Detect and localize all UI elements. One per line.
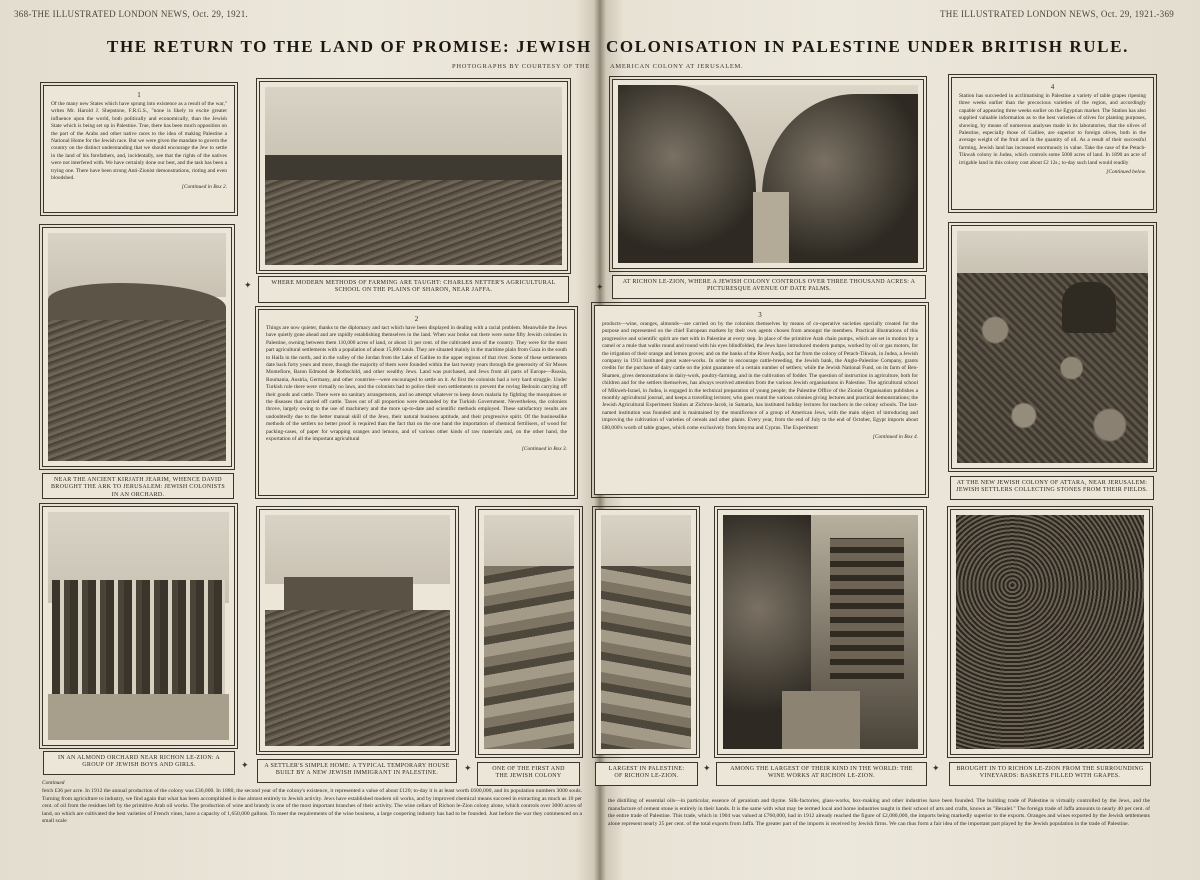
box-number: 4	[1050, 83, 1055, 91]
photo-credit-right: AMERICAN COLONY AT JERUSALEM.	[610, 63, 744, 70]
box-number: 2	[414, 315, 419, 323]
box-3-text: products—wine, oranges, almonds—are carried on by the colonists themselves by means of co-operative societies specially created for the purpose and represented on the chief European markets by their own agents chosen from amongst the members. Practical illustrations of this progressive and scientific spirit are met with in Palestine at every step. In place of the primitive Arab chain pumps, which are set in motion by a camel or a mule that walks round and round with his eyes blindfolded, the Jews have introduced modern pumps, worked by oil or gas motors, for the irrigation of their orange and lemon groves; and on the banks of the River Audja, not far from the colony of Petach-Tikwah, in Judea, a Jewish company in 1913 instituted great water-works. In order to encourage cattle-breeding, the Jewish bank, the Anglo-Palestine Company, grants credits for the purchase of dairy cattle on the joint guarantee of a certain number of settlers; while the Jewish National Fund, on its farm of Ben-Shamen, gives demonstrations in dairy-work, poultry-farming, and in the cultivation of fodder. The question of instruction in agriculture, both for children and for the settlers themselves, has always received attention from the various Jewish organisations in Palestine. The agricultural school of Mikweh-Israel, in Judea, is engaged in the technical preparation of young people; the Palestine Office of the Zionist Organisation publishes a monthly agricultural journal, and keeps a travelling lecturer, who goes round the various colonies giving lectures and practical demonstrations; the Jewish Agricultural Experiment Station at Zichron-Jacob, in Samaria, has instituted holiday lectures for teachers in the colony schools. The last-named institution was founded and is maintained by the munificence of a group of American Jews, with the main object of introducing and improving the cultivation of varieties of cereals and other plants. Every year, from the end of July to the end of October, Egypt imports about £80,000's worth of table grapes, which come exclusively from Smyrna and Cyprus. The Experiment	[602, 321, 918, 431]
bottom-text-right: the distilling of essential oils—in particular, essence of geranium and thyme. Silk-factories, glass-works, box-making and other industries have been founded. The building trade of Palestine is virtually controlled by the Jews, and the manufacture of cement stone is entirely in their hands. It is the same with what may be termed local and home industries taught in their school of arts and crafts, known as "Bezalel." The foreign trade of Jaffa amounts to nearly 40 per cent. of the entire trade of Palestine. This trade, which in 1904 was valued at £760,000, had in 1912 already reached the figure of £2,080,000, the imports being markedly superior to the exports. Oranges and wines exported by the Jewish settlements alone represent nearly 25 per cent. of the total exports from Jaffa. The greater part of the imports is received by Jewish firms. We can thus form a fair idea of the important part played by the Jewish population in the trade of Palestine.	[608, 798, 1150, 827]
photo-image	[956, 515, 1144, 749]
caption-colony-left-line2: THE JEWISH COLONY	[495, 773, 562, 780]
photo-credit-left: PHOTOGRAPHS BY COURTESY OF THE	[452, 63, 590, 70]
text-box-3	[594, 305, 926, 495]
photo-colony-right	[595, 509, 697, 755]
caption-almond-orchard: IN AN ALMOND ORCHARD NEAR RICHON LE-ZION: A GROUP OF JEWISH BOYS AND GIRLS.	[43, 751, 235, 775]
right-running-head: THE ILLUSTRATED LONDON NEWS, Oct. 29, 1921.-369	[940, 9, 1175, 19]
ornament-diamond: ✦	[244, 280, 252, 290]
photo-image	[957, 231, 1148, 463]
caption-colony-left-line1: ONE OF THE FIRST AND	[492, 766, 565, 772]
ornament-diamond: ✦	[464, 763, 472, 773]
left-running-head: 368-THE ILLUSTRATED LONDON NEWS, Oct. 29, 1921.	[14, 9, 249, 19]
box-number: 1	[137, 91, 141, 99]
photo-grape-baskets	[950, 509, 1150, 755]
box-number: 3	[758, 311, 762, 319]
photo-image	[265, 515, 450, 746]
text-box-2	[258, 309, 575, 496]
caption-attara-settlers: AT THE NEW JEWISH COLONY OF ATTARA, NEAR JERUSALEM: JEWISH SETTLERS COLLECTING STONES FROM THEIR FIELDS.	[950, 476, 1154, 500]
caption-colony-right-line2: OF RICHON LE-ZION.	[614, 773, 679, 780]
box-1-text: Of the many new States which have sprung into existence as a result of the war," writes Mr. Harold J. Shepstone, F.R.G.S., "none is likely to excite greater influence upon the world, both politically and economically, than the Jewish State which is being set up in Palestine. True, there has been much opposition on the part of the Arabs and other native races to the idea of making Palestine a National Home for the Jewish race. But we were given the mandate to govern the country on the distinct understanding that we should encourage the Jew to settle in the land of his forefathers, and, incidentally, see that the rights of the natives were not interfered with. We have certainly done our best, and the task has been a trying one. There have been strong Anti-Zionist demonstrations, rioting and even bloodshed.	[51, 101, 227, 182]
photo-image	[618, 85, 918, 263]
headline-right: COLONISATION IN PALESTINE UNDER BRITISH RULE.	[606, 37, 1129, 56]
box-2-continued: [Continued in Box 3.	[521, 445, 567, 452]
text-box-1	[43, 85, 235, 213]
photo-image	[484, 515, 574, 749]
box-3-continued: [Continued in Box 4.	[872, 434, 918, 441]
caption-kirjath-orchard: NEAR THE ANCIENT KIRJATH JEARIM, WHENCE DAVID BROUGHT THE ARK TO JERUSALEM: JEWISH COLONISTS IN AN ORCHARD.	[42, 473, 234, 499]
photo-kirjath-orchard	[42, 227, 232, 467]
photo-image	[48, 512, 229, 740]
photo-image	[601, 515, 691, 749]
ornament-diamond: ✦	[932, 763, 940, 773]
bottom-text-left: fetch £36 per acre. In 1912 the annual production of the colony was £36,000. In 1880, the second year of the colony's existence, it represented a value of about £120; to-day it is at least worth £600,000, and its population numbers 3000 souls. Turning from agriculture to industry, we find again that what has been accomplished is due almost entirely to Jewish activity. Jews have established modern oil works, and by improved chemical means succeed in extracting as much as 10 per cent. of oil from the residues left by the primitive Arab oil works. The production of wine and brandy is one of the most important branches of their activity. The wine cellars of Richon le-Zion colony alone, which controls over 3000 acres of land, on which are cultivated the best varieties of French vines, have a capacity of 1,650,000 gallons. To meet the requirements of the wine business, a large coopering industry has had to be founded. Just before the war they commenced on a small scale	[42, 788, 582, 825]
photo-date-palms	[612, 79, 924, 269]
box-4-text: Station has succeeded in acclimatising in Palestine a variety of table grapes ripening three weeks earlier than the precocious varieties of the region, and accordingly capable of appearing three weeks earlier on the Egyptian market. The Station has also supplied valuable information as to the best varieties of olives for planting purposes, showing, by means of numerous analyses made in its laboratories, that the olives of Palestine, especially those of Galilee, are superior to foreign olives, both in the average weight of the fruit and in the quantity of oil. As a result of their successful farming, Jewish land has increased enormously in value. Take the case of the Petach-Tikwah colony in Judea, which controls some 5000 acres of land. In 1890 an acre of irrigable land in this colony cost about £2 12s.; to-day such land would readily	[959, 93, 1146, 166]
caption-colony-left	[477, 762, 580, 786]
headline-left: THE RETURN TO THE LAND OF PROMISE: JEWISH	[107, 37, 592, 56]
photo-almond-orchard	[42, 506, 235, 746]
photo-wine-works	[717, 509, 924, 755]
photo-image	[723, 515, 918, 749]
photo-attara-settlers	[951, 225, 1154, 469]
photo-agricultural-school	[259, 81, 568, 271]
text-box-4	[951, 77, 1154, 210]
caption-wine-works: AMONG THE LARGEST OF THEIR KIND IN THE WORLD: THE WINE WORKS AT RICHON LE-ZION.	[716, 762, 927, 786]
caption-colony-right-line1: LARGEST IN PALESTINE:	[608, 766, 685, 772]
ornament-diamond: ✦	[241, 760, 249, 770]
photo-colony-left	[478, 509, 580, 755]
caption-agricultural-school: WHERE MODERN METHODS OF FARMING ARE TAUGHT: CHARLES NETTER'S AGRICULTURAL SCHOOL ON THE PLAINS OF SHARON, NEAR JAFFA.	[258, 276, 569, 303]
continued-label: Continued	[42, 780, 65, 786]
ornament-diamond: ✦	[596, 282, 604, 292]
ornament-diamond: ✦	[703, 763, 711, 773]
photo-image	[48, 233, 226, 461]
caption-colony-right	[595, 762, 698, 786]
caption-grape-baskets: BROUGHT IN TO RICHON LE-ZION FROM THE SURROUNDING VINEYARDS: BASKETS FILLED WITH GRAPES.	[949, 762, 1151, 786]
box-2-text: Things are now quieter, thanks to the diplomacy and tact which have been displayed in dealing with a racial problem. Meanwhile the Jews have quietly gone ahead and are rapidly establishing themselves in the land. When war broke out there were some fifty Jewish colonies in Palestine, owning between them 110,000 acres of land, or about 11 per cent. of the cultivated area of the country. They were for the most part agricultural settlements with a population of about 15,000 souls. They are situated mainly in the maritime plain from Gaza in the south to Haifa in the north, and in the valley of the Jordan from the Lake of Galilee to the upper regions of that river. Some of these settlements date back forty years and more, though the majority of them were founded within the last twenty years through the generosity of Sir Moses Montefiore, Baron Edmond de Rothschild, and other wealthy Jews. Land was purchased, and Jews from all parts of Europe—Russia, Roumania, Austria, Germany, and other countries—were encouraged to settle on it. At first the colonists had a very hard struggle. Under Turkish rule there were virtually no laws, and the colonists had to police their own settlements to prevent the roving Bedouin carrying off their goods and cattle. There were no sanitary arrangements, and no attempt whatever to keep down malaria by fighting the mosquitoes or the diseases that carried off cattle. Taxes out of all proportion were demanded by the Turkish Government. Nevertheless, the colonists throve, largely owing to the use of machinery and the more up-to-date and scientific methods employed. These satisfactory results are undoubtedly due to the better manual skill of the Jews, their natural business aptitude, and their progressive spirit. Of the businesslike methods of the settlers no better proof is required than the fact that on the one hand the importation of chemical fertilisers, of wood for packing-cases, of paper for wrapping oranges and lemons, and of various other kinds of raw materials and, on the other hand, the exportation of all the important agricultural	[266, 325, 567, 443]
box-4-continued: [Continued below.	[1106, 169, 1146, 176]
caption-date-palms: AT RICHON LE-ZION, WHERE A JEWISH COLONY CONTROLS OVER THREE THOUSAND ACRES: A PICTURESQUE AVENUE OF DATE PALMS.	[612, 275, 926, 299]
box-1-continued: [Continued in Box 2.	[181, 184, 227, 191]
photo-image	[265, 87, 562, 265]
caption-settler-home: A SETTLER'S SIMPLE HOME: A TYPICAL TEMPORARY HOUSE BUILT BY A NEW JEWISH IMMIGRANT IN PALESTINE.	[257, 759, 457, 783]
photo-settler-home	[259, 509, 456, 752]
